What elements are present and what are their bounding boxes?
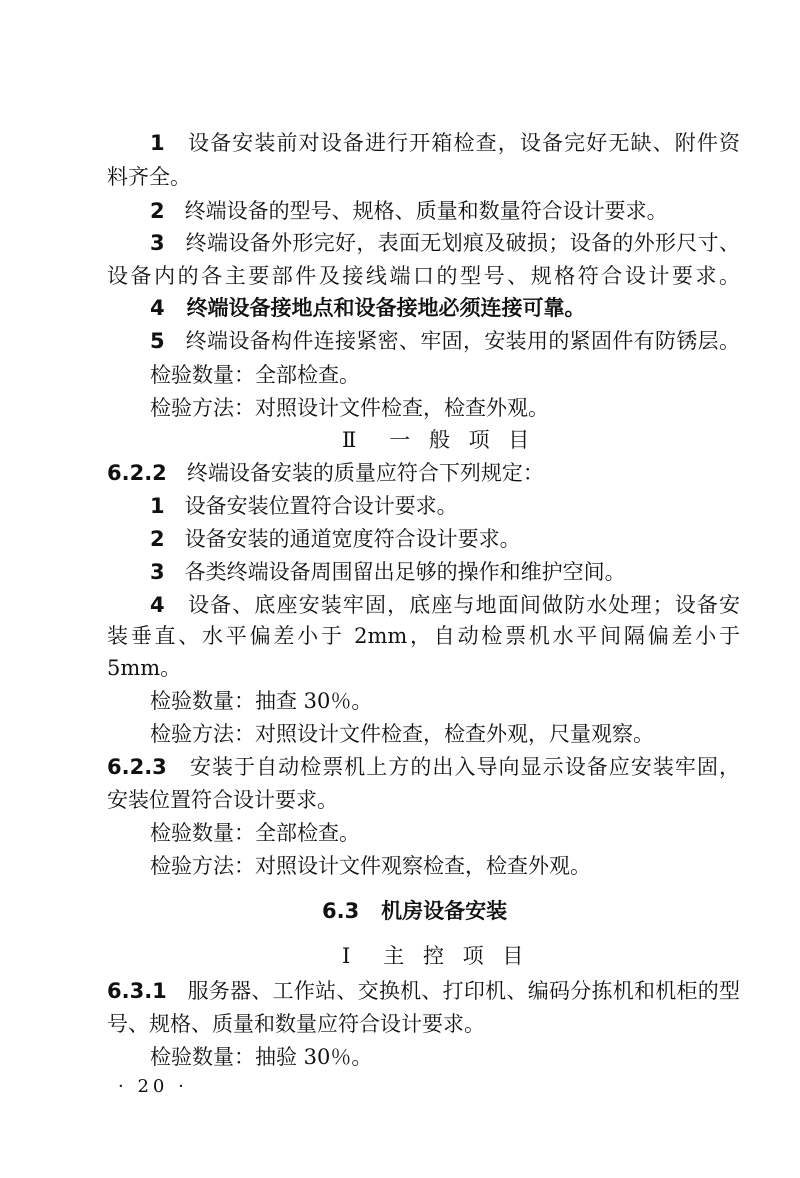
paragraph-line: 料齐全。	[107, 165, 191, 189]
inspection-quantity: 检验数量：全部检查。	[150, 363, 360, 387]
list-item-1	[150, 492, 740, 520]
list-item-5	[150, 327, 740, 355]
list-item-3	[150, 229, 740, 257]
paragraph-line: 装垂直、水平偏差小于 2mm，自动检票机水平间隔偏差小于	[107, 624, 740, 648]
list-item-2	[150, 525, 740, 553]
section-heading-main: Ⅰ 主 控 项 目	[342, 944, 530, 968]
inspection-quantity: 检验数量：全部检查。	[150, 821, 360, 845]
clause-number: 6.2.3	[107, 755, 167, 779]
section-number: 6.3	[322, 899, 360, 923]
page-number: · 20 ·	[118, 1076, 188, 1097]
item-text: 各类终端设备周围留出足够的操作和维护空间。	[184, 560, 626, 584]
item-text-bold: 终端设备接地点和设备接地必须连接可靠。	[186, 296, 586, 320]
item-number: 1	[150, 494, 165, 518]
item-number: 3	[150, 231, 165, 255]
inspection-quantity: 检验数量：抽查 30％。	[150, 689, 373, 713]
clause-text: 终端设备安装的质量应符合下列规定：	[186, 461, 544, 485]
clause-6-3-1	[107, 977, 740, 1005]
inspection-method: 检验方法：对照设计文件观察检查，检查外观。	[150, 854, 591, 878]
item-text: 终端设备构件连接紧密、牢固，安装用的紧固件有防锈层。	[185, 329, 740, 353]
item-text: 终端设备外形完好，表面无划痕及破损；设备的外形尺寸、	[185, 231, 740, 255]
item-text: 设备、底座安装牢固，底座与地面间做防水处理；设备安	[188, 593, 741, 617]
item-number: 2	[150, 199, 165, 223]
inspection-method: 检验方法：对照设计文件检查，检查外观，尺量观察。	[150, 722, 654, 746]
list-item-1	[150, 129, 740, 157]
item-number: 4	[150, 296, 165, 320]
section-title: 机房设备安装	[381, 899, 508, 923]
paragraph-line: 号、规格、质量和数量应符合设计要求。	[107, 1012, 485, 1036]
paragraph-line: 设备内的各主要部件及接线端口的型号、规格符合设计要求。	[107, 264, 740, 288]
item-text: 设备安装位置符合设计要求。	[184, 494, 458, 518]
clause-6-2-3	[107, 753, 740, 781]
item-number: 1	[150, 131, 165, 155]
list-item-2	[150, 197, 740, 225]
list-item-4	[150, 294, 740, 322]
clause-text: 服务器、工作站、交换机、打印机、编码分拣机和机柜的型	[187, 979, 740, 1003]
paragraph-line: 安装位置符合设计要求。	[107, 788, 338, 812]
item-number: 3	[150, 560, 165, 584]
item-text: 设备安装前对设备进行开箱检查，设备完好无缺、附件资	[188, 131, 741, 155]
list-item-3	[150, 558, 740, 586]
paragraph-line: 5mm。	[107, 656, 182, 680]
clause-number: 6.2.2	[107, 461, 167, 485]
item-text: 终端设备的型号、规格、质量和数量符合设计要求。	[184, 199, 668, 223]
item-number: 4	[150, 593, 165, 617]
item-text: 设备安装的通道宽度符合设计要求。	[184, 527, 521, 551]
item-number: 2	[150, 527, 165, 551]
inspection-quantity: 检验数量：抽验 30％。	[150, 1045, 373, 1069]
list-item-4	[150, 591, 740, 619]
item-number: 5	[150, 329, 165, 353]
section-title-6-3	[322, 897, 622, 925]
clause-number: 6.3.1	[107, 979, 167, 1003]
clause-6-2-2	[107, 459, 740, 487]
section-heading-general: Ⅱ 一 般 项 目	[342, 428, 536, 452]
inspection-method: 检验方法：对照设计文件检查，检查外观。	[150, 396, 549, 420]
clause-text: 安装于自动检票机上方的出入导向显示设备应安装牢固，	[189, 755, 740, 779]
